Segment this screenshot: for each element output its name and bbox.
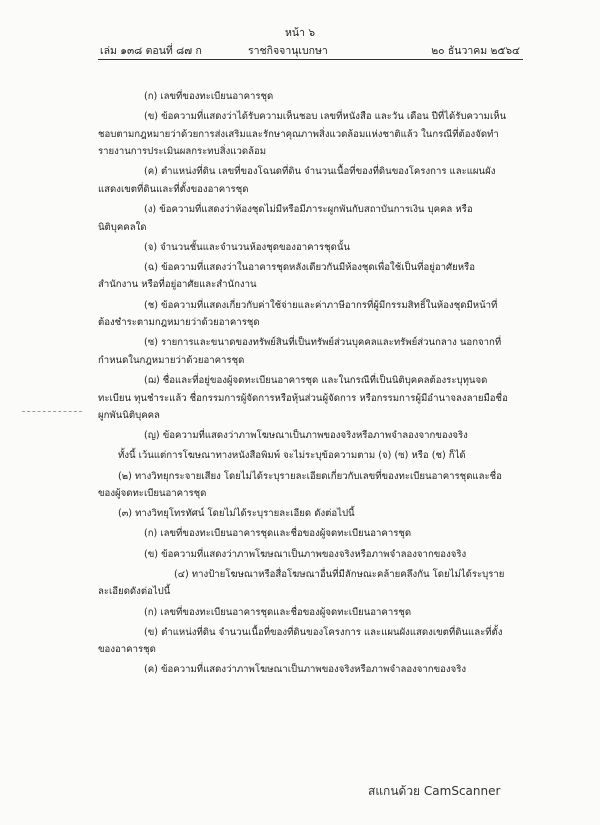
paragraph: (ซ) รายการและขนาดของทรัพย์สินที่เป็นทรัพย์ส่วนบุคคลและทรัพย์ส่วนกลาง นอกจากที่กำหนดในกฎหมายว่าด้วยอาคารชุด: [98, 337, 502, 366]
document-body: [98, 88, 508, 682]
paragraph: (๒) ทางวิทยุกระจายเสียง โดยไม่ได้ระบุรายละเอียดเกี่ยวกับเลขที่ของทะเบียนอาคารชุดและชื่อของผู้จดทะเบียนอาคารชุด: [98, 470, 502, 500]
paragraph: (ญ) ข้อความที่แสดงว่าภาพโฆษณาเป็นภาพของจริงหรือภาพจำลองจากของจริง: [144, 430, 468, 442]
paragraph: (ก) เลขที่ของทะเบียนอาคารชุดและชื่อของผู้จดทะเบียนอาคารชุด: [144, 528, 412, 540]
paragraph: ทั้งนี้ เว้นแต่การโฆษณาทางหนังสือพิมพ์ จะไม่ระบุข้อความตาม (จ) (ซ) หรือ (ช) ก็ได้: [118, 450, 466, 462]
paragraph: (ก) เลขที่ของทะเบียนอาคารชุดและชื่อของผู้จดทะเบียนอาคารชุด: [144, 606, 412, 618]
paragraph: (จ) จำนวนชั้นและจำนวนห้องชุดของอาคารชุดนั้น: [144, 241, 350, 253]
paragraph: (ฉ) ข้อความที่แสดงว่าในอาคารชุดหลังเดียวกันมีห้องชุดเพื่อใช้เป็นที่อยู่อาศัยหรือสำนักงาน หรือที่อยู่อาศัยและสำนักงาน: [98, 261, 475, 291]
scan-artifact: [22, 411, 82, 412]
paragraph: (๔) ทางป้ายโฆษณาหรือสื่อโฆษณาอื่นที่มีลักษณะคล้ายคลึงกัน โดยไม่ได้ระบุรายละเอียดดังต่อไปนี้: [98, 568, 505, 598]
gazette-header: [100, 42, 520, 58]
page-number: หน้า ๖: [285, 27, 315, 39]
scanner-watermark: สแกนด้วย CamScanner: [368, 784, 501, 798]
paragraph: (ค) ตำแหน่งที่ดิน เลขที่ของโฉนดที่ดิน จำนวนเนื้อที่ของที่ดินของโครงการ และแผนผังแสดงเขตที่ดินและที่ตั้งของอาคารชุด: [98, 166, 496, 195]
paragraph: (ข) ข้อความที่แสดงว่าภาพโฆษณาเป็นภาพของจริงหรือภาพจำลองจากของจริง: [144, 548, 467, 560]
paragraph: (ง) ข้อความที่แสดงว่าห้องชุดไม่มีหรือมีภาระผูกพันกับสถาบันการเงิน บุคคล หรือนิติบุคคลใด: [98, 204, 473, 233]
paragraph: (ช) ข้อความที่แสดงเกี่ยวกับค่าใช้จ่ายและค่าภาษีอากรที่ผู้มีกรรมสิทธิ์ในห้องชุดมีหน้าที่ต้องชำระตามกฎหมายว่าด้วยอาคารชุด: [98, 299, 498, 329]
paragraph: (ฌ) ชื่อและที่อยู่ของผู้จดทะเบียนอาคารชุด และในกรณีที่เป็นนิติบุคคลต้องระบุทุนจดทะเบียน ทุนชำระแล้ว ชื่อกรรมการผู้จัดการหรือหุ้นส่วนผู้จัดการ หรือกรรมการผู้มีอำนาจลงลายมือชื่อผูกพันนิติบุคคล: [98, 375, 508, 421]
paragraph: (ค) ข้อความที่แสดงว่าภาพโฆษณาเป็นภาพของจริงหรือภาพจำลองจากของจริง: [144, 664, 467, 676]
paragraph: (ข) ข้อความที่แสดงว่าได้รับความเห็นชอบ เลขที่หนังสือ และวัน เดือน ปีที่ได้รับความเห็นชอบตามกฎหมายว่าด้วยการส่งเสริมและรักษาคุณภาพสิ่งแวดล้อมแห่งชาติแล้ว ในกรณีที่ต้องจัดทำรายงานการประเมินผลกระทบสิ่งแวดล้อม: [98, 111, 507, 158]
paragraph: (ข) ตำแหน่งที่ดิน จำนวนเนื้อที่ของที่ดินของโครงการ และแผนผังแสดงเขตที่ดินและที่ตั้งของอาคารชุด: [98, 626, 503, 656]
volume-issue: เล่ม ๑๓๘ ตอนที่ ๘๗ ก: [100, 45, 202, 57]
paragraph: (๓) ทางวิทยุโทรทัศน์ โดยไม่ได้ระบุรายละเอียด ดังต่อไปนี้: [118, 508, 355, 520]
header-rule: [98, 59, 523, 60]
publication-title: ราชกิจจานุเบกษา: [248, 45, 328, 57]
publication-date: ๒๐ ธันวาคม ๒๕๖๔: [431, 45, 520, 57]
paragraph: (ก) เลขที่ของทะเบียนอาคารชุด: [144, 91, 274, 102]
